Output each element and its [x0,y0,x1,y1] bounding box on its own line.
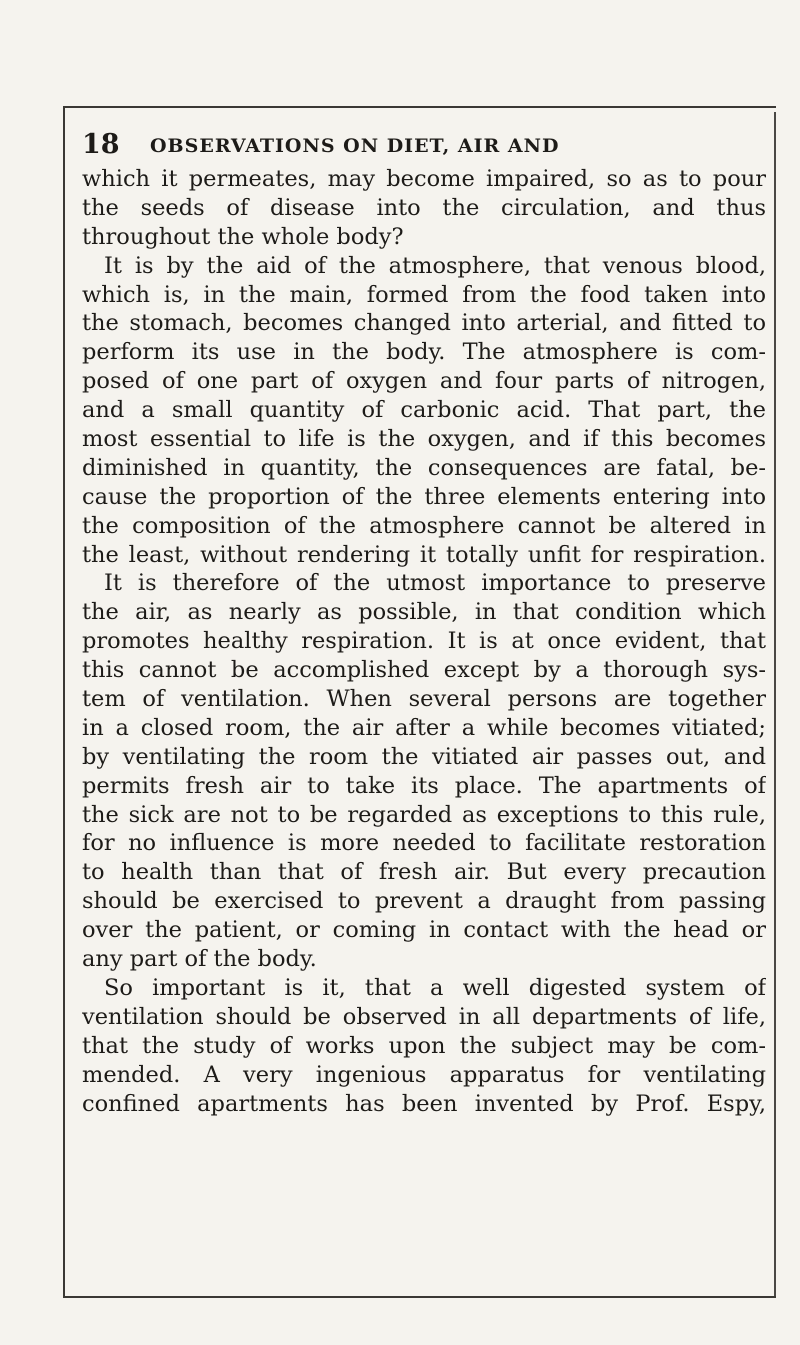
text-line: tem of ventilation. When several persons are together [82,686,766,713]
page-border-bottom [63,1296,776,1298]
text-line: It is by the aid of the atmosphere, that venous blood, [104,252,766,279]
text-line: throughout the whole body? [82,223,404,250]
text-line: permits fresh air to take its place. The apartments of [82,772,766,799]
text-line: perform its use in the body. The atmosphere is com- [82,339,766,366]
text-line: for no influence is more needed to facilitate restoration [82,830,766,857]
text-line: mended. A very ingenious apparatus for ventilating [82,1061,766,1088]
text-line: to health than that of fresh air. But every precaution [82,859,766,886]
text-line: It is therefore of the utmost importance to preserve [104,570,766,597]
page-border-top [63,106,776,108]
text-line: the sick are not to be regarded as exceptions to this rule, [82,801,766,828]
text-line: in a closed room, the air after a while becomes vitiated; [82,714,766,741]
text-line: which is, in the main, formed from the food taken into [82,281,766,308]
text-line: the seeds of disease into the circulation, and thus [82,194,766,221]
running-title: OBSERVATIONS ON DIET, AIR AND [150,135,560,157]
text-line: ventilation should be observed in all departments of life, [82,1003,766,1030]
text-line: over the patient, or coming in contact with the head or [82,917,766,944]
body-text [82,165,766,1118]
text-line: So important is it, that a well digested system of [104,974,766,1001]
text-line: diminished in quantity, the consequences are fatal, be- [82,454,766,481]
text-line: the stomach, becomes changed into arterial, and fitted to [82,310,766,337]
page-number: 18 [82,129,120,160]
text-line: confined apartments has been invented by Prof. Espy, [82,1090,766,1117]
page-header [82,127,762,163]
text-line: by ventilating the room the vitiated air passes out, and [82,743,766,770]
text-line: that the study of works upon the subject may be com- [82,1032,766,1059]
text-line: any part of the body. [82,946,317,973]
text-line: which it permeates, may become impaired, so as to pour [82,166,766,192]
text-line: promotes healthy respiration. It is at once evident, that [82,628,766,655]
text-line: the composition of the atmosphere cannot be altered in [82,512,766,539]
text-line: the least, without rendering it totally unfit for respiration. [82,541,766,568]
text-line: the air, as nearly as possible, in that condition which [82,599,766,626]
page-border-right [774,112,776,1298]
page-border-left [63,108,65,1298]
text-line: cause the proportion of the three elements entering into [82,483,766,510]
text-line: most essential to life is the oxygen, and if this becomes [82,426,766,453]
text-line: should be exercised to prevent a draught from passing [82,888,766,915]
text-line: this cannot be accomplished except by a thorough sys- [82,657,766,684]
text-line: and a small quantity of carbonic acid. That part, the [82,397,766,424]
text-line: posed of one part of oxygen and four parts of nitrogen, [82,368,766,395]
